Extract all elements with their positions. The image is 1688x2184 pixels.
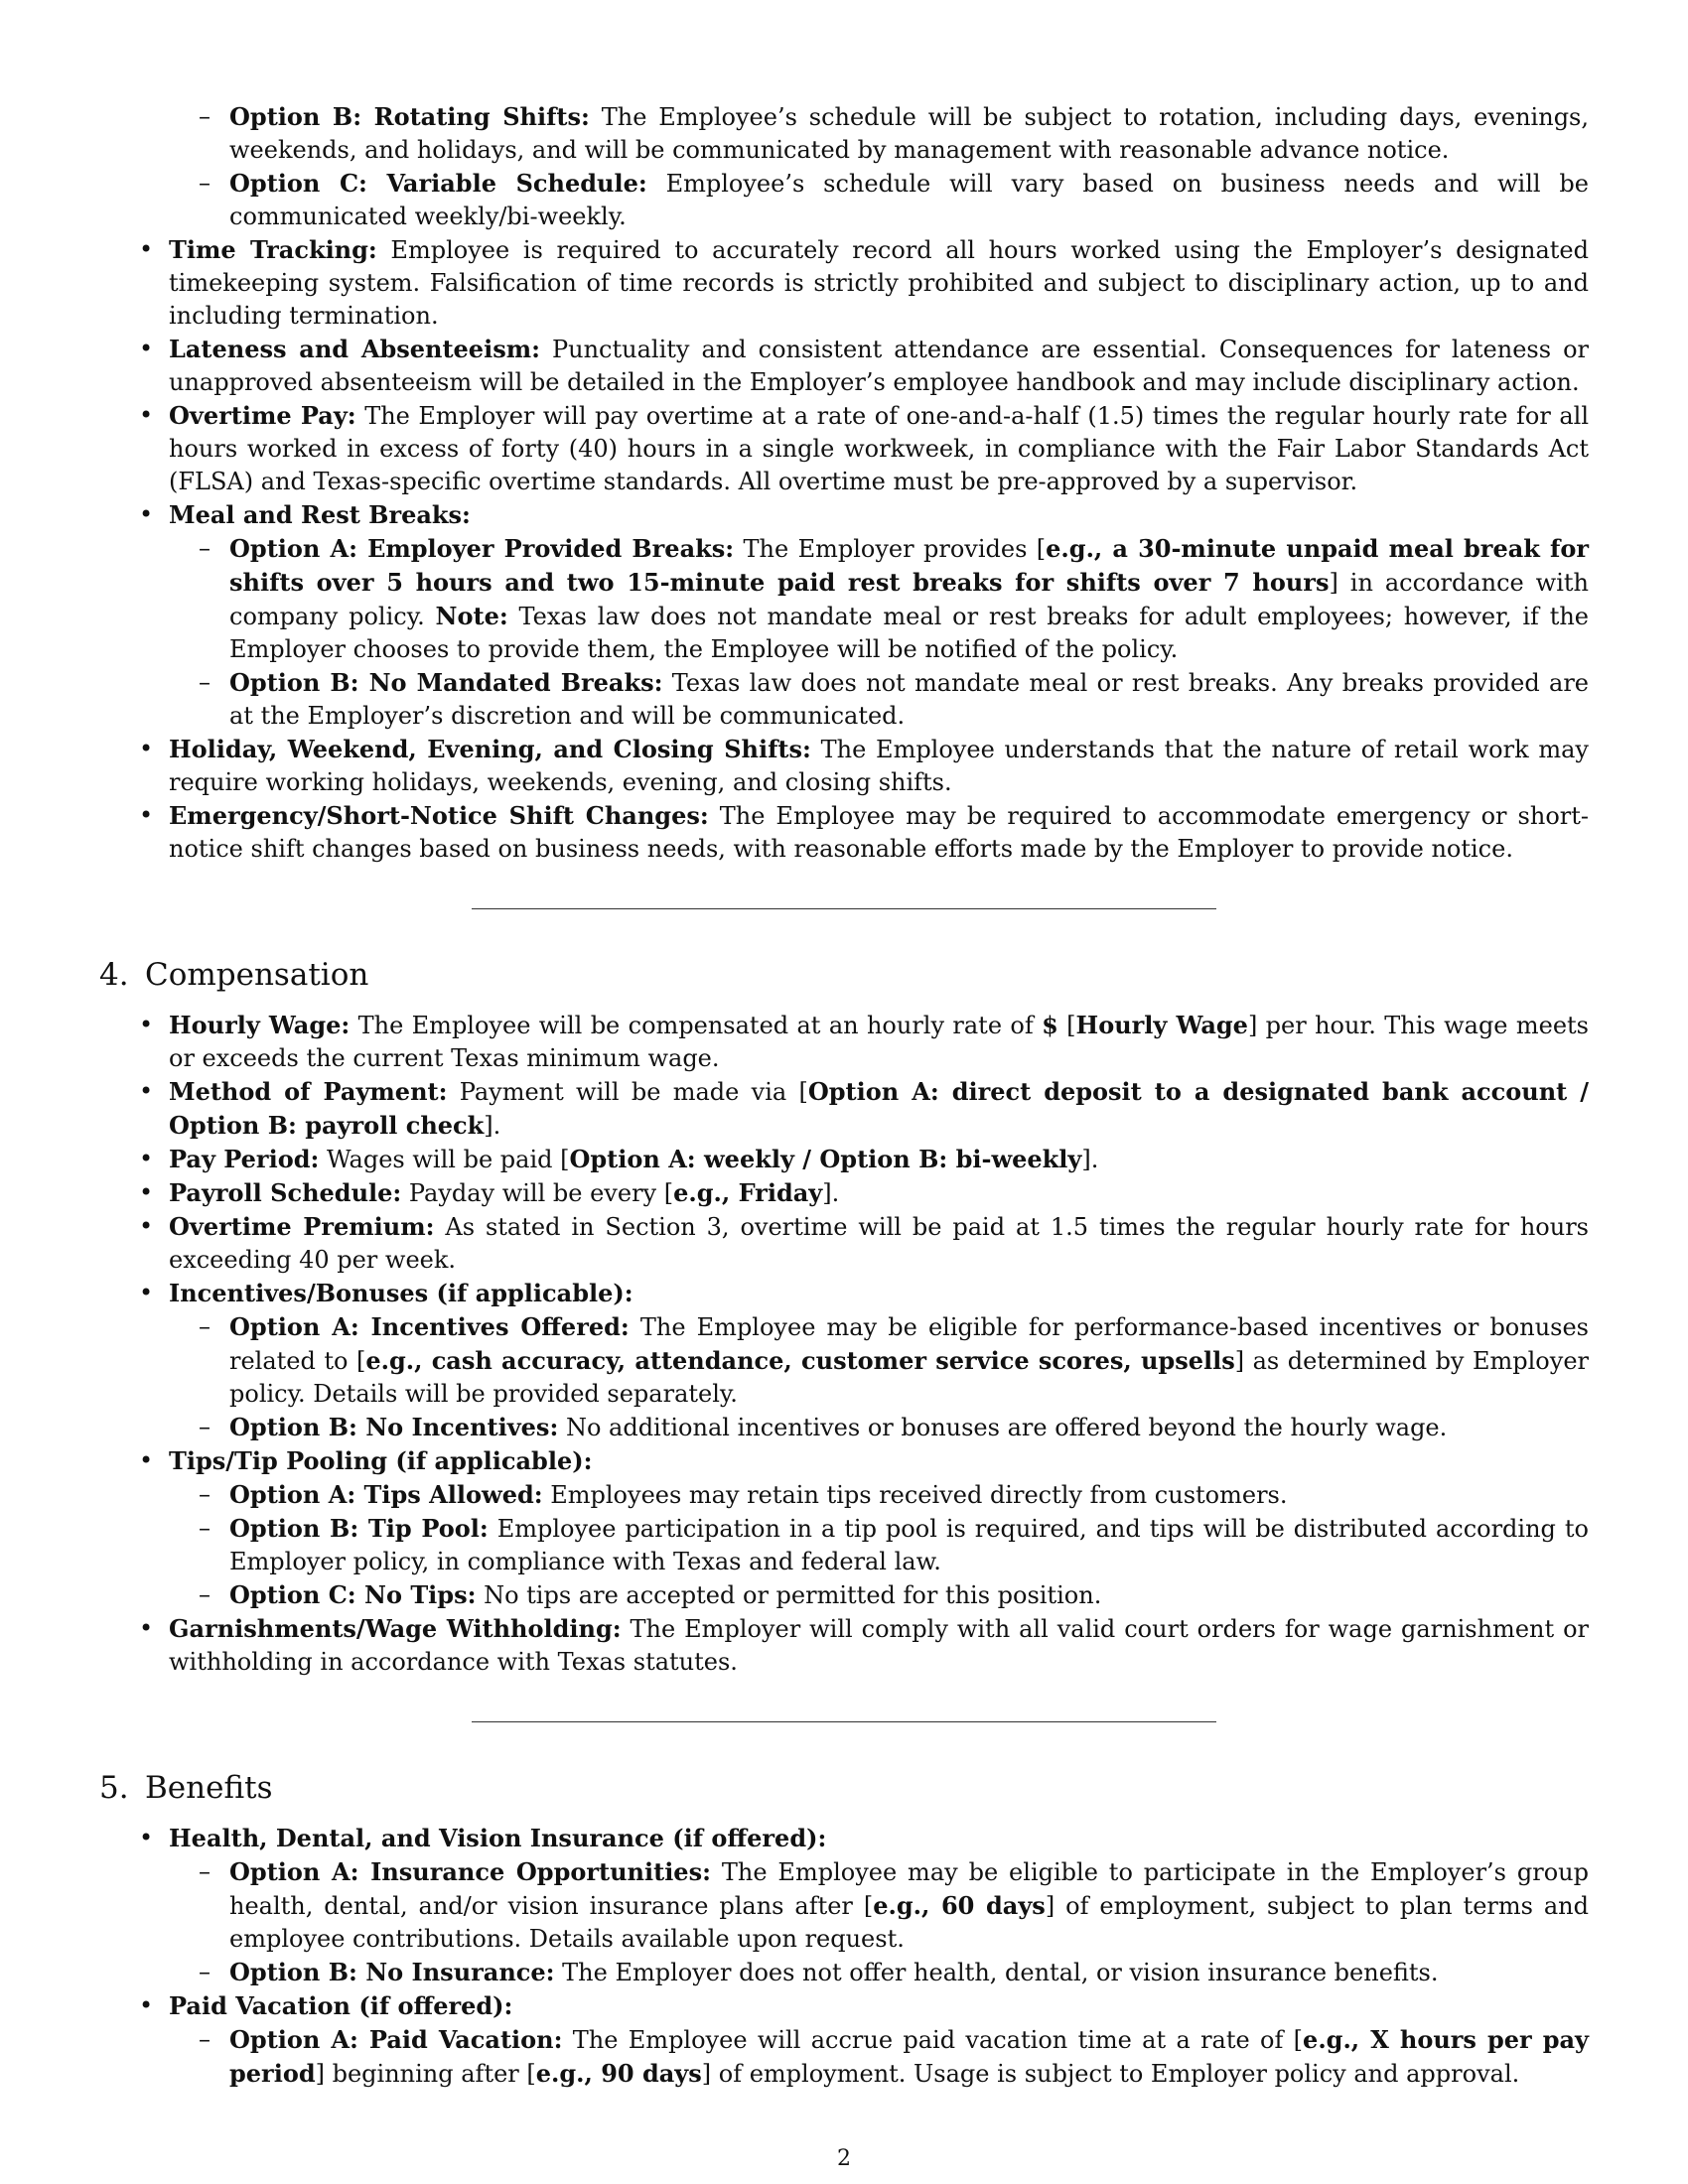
item-text: No tips are accepted or permitted for this position. — [476, 1581, 1102, 1609]
list-item — [99, 167, 1589, 233]
item-note-label: Note: — [435, 602, 508, 630]
section-divider — [472, 908, 1216, 909]
list-item — [99, 1578, 1589, 1612]
item-label: Pay Period: — [169, 1145, 320, 1173]
item-text: The Employee will accrue paid vacation time at a rate of [ — [562, 2026, 1304, 2054]
item-placeholder: e.g., Friday — [673, 1178, 823, 1207]
item-label: Option B: Tip Pool: — [229, 1514, 489, 1543]
section-heading-compensation — [99, 955, 1589, 995]
item-label: Payroll Schedule: — [169, 1178, 402, 1207]
section-3-list — [99, 233, 1589, 866]
list-item — [99, 1009, 1589, 1075]
item-label: Option B: Rotating Shifts: — [229, 102, 590, 131]
list-item — [99, 1310, 1589, 1411]
item-label: Option B: No Incentives: — [229, 1413, 559, 1441]
item-placeholder: e.g., a 30-minute unpaid meal break for shifts over 5 hours and two 15-minute paid rest breaks for shifts over 7 hours — [229, 534, 1590, 597]
sub-list — [169, 1478, 1589, 1612]
item-text: The Employer provides [ — [734, 535, 1047, 563]
item-label: Tips/Tip Pooling (if applicable): — [169, 1446, 593, 1475]
item-text: Punctuality and consistent attendance are essential. Consequences for lateness or unapproved absenteeism will be detailed in the Employer’s employee handbook and may include disciplinary action. — [169, 336, 1589, 396]
item-text: Texas law does not mandate meal or rest breaks for adult employees; however, if the Employer chooses to provide them, the Employee will be notified of the policy. — [229, 603, 1590, 663]
item-label: Health, Dental, and Vision Insurance (if offered): — [169, 1824, 827, 1852]
list-item — [99, 1277, 1589, 1444]
item-label: Option C: No Tips: — [229, 1580, 477, 1609]
sub-list — [169, 532, 1589, 733]
item-text: ]. — [484, 1112, 501, 1140]
item-placeholder: e.g., X hours per pay period — [229, 2025, 1590, 2088]
item-label: Garnishments/Wage Withholding: — [169, 1614, 622, 1643]
item-label: Option A: Employer Provided Breaks: — [229, 534, 735, 563]
sub-list — [169, 1855, 1589, 1989]
sub-list — [169, 2023, 1589, 2091]
list-item — [99, 1956, 1589, 1989]
item-text: Wages will be paid [ — [319, 1146, 570, 1173]
section-4-list — [99, 1009, 1589, 1679]
item-label: Time Tracking: — [169, 235, 377, 264]
list-item — [99, 1176, 1589, 1210]
document-page — [99, 100, 1589, 2091]
list-item — [99, 1143, 1589, 1176]
item-label: Emergency/Short-Notice Shift Changes: — [169, 801, 709, 830]
sub-list — [169, 1310, 1589, 1444]
item-text: Payday will be every [ — [401, 1179, 674, 1207]
item-text: ] as determined by Employer policy. Details will be provided separately. — [229, 1347, 1589, 1408]
list-item — [99, 666, 1589, 733]
list-item — [99, 1822, 1589, 1989]
list-item — [99, 100, 1589, 167]
item-label: Incentives/Bonuses (if applicable): — [169, 1279, 633, 1307]
item-placeholder: Option A: weekly / Option B: bi-weekly — [569, 1145, 1082, 1173]
list-item — [99, 532, 1589, 666]
item-placeholder: e.g., 60 days — [873, 1891, 1046, 1920]
item-label: Overtime Premium: — [169, 1212, 435, 1241]
item-placeholder: e.g., cash accuracy, attendance, customer service scores, upsells — [365, 1346, 1235, 1375]
item-label: Option B: No Mandated Breaks: — [229, 668, 663, 697]
item-text: Employee is required to accurately record all hours worked using the Employer’s designated timekeeping system. Falsification of time records is strictly prohibited and subject to disciplinary action, up to and including termination. — [169, 236, 1589, 330]
schedule-options-continued — [99, 100, 1589, 233]
list-item — [99, 399, 1589, 498]
item-text: The Employee may be eligible to participate in the Employer’s group health, dental, and/or vision insurance plans after [ — [229, 1858, 1590, 1920]
item-text: The Employee’s schedule will be subject to rotation, including days, evenings, weekends, and holidays, and will be communicated by management with reasonable advance notice. — [229, 103, 1589, 164]
list-item — [99, 1512, 1589, 1578]
item-placeholder: Option A: direct deposit to a designated bank account / Option B: payroll check — [169, 1077, 1589, 1140]
item-text: No additional incentives or bonuses are offered beyond the hourly wage. — [558, 1414, 1448, 1441]
item-text: The Employee may be required to accommodate emergency or short-notice shift changes based on business needs, with reasonable efforts made by the Employer to provide notice. — [169, 802, 1589, 863]
item-text: Employee’s schedule will vary based on business needs and will be communicated weekly/bi-weekly. — [229, 170, 1589, 230]
list-item — [99, 498, 1589, 733]
list-item — [99, 1444, 1589, 1612]
section-number: 4. — [99, 957, 129, 993]
item-text: ] of employment, subject to plan terms and employee contributions. Details available upon request. — [229, 1892, 1589, 1953]
section-5-list — [99, 1822, 1589, 2091]
list-item — [99, 733, 1589, 799]
item-label: Overtime Pay: — [169, 401, 356, 430]
item-label: Option A: Insurance Opportunities: — [229, 1857, 711, 1886]
section-title-text: Compensation — [145, 957, 369, 993]
item-text: Texas law does not mandate meal or rest breaks. Any breaks provided are at the Employer’s discretion and will be communicated. — [229, 669, 1589, 730]
item-label: Option A: Incentives Offered: — [229, 1312, 630, 1341]
list-item — [99, 333, 1589, 399]
item-label: Option A: Paid Vacation: — [229, 2025, 563, 2054]
item-text: Payment will be made via [ — [447, 1078, 808, 1106]
item-text: ] in accordance with company policy. — [229, 569, 1589, 630]
item-label: Method of Payment: — [169, 1077, 448, 1106]
item-label: Lateness and Absenteeism: — [169, 335, 540, 363]
item-text: ]. — [822, 1179, 840, 1207]
item-label: Hourly Wage: — [169, 1011, 351, 1039]
item-text: Employees may retain tips received directly from customers. — [542, 1481, 1288, 1509]
item-text: The Employer will pay overtime at a rate of one-and-a-half (1.5) times the regular hourly rate for all hours worked in excess of forty (40) hours in a single workweek, in compliance with the Fair Labor Standards Act (FLSA) and Texas-specific overtime standards. All overtime must be pre-approved by a supervisor. — [169, 402, 1589, 495]
section-divider — [472, 1721, 1216, 1722]
item-label: Meal and Rest Breaks: — [169, 500, 471, 529]
list-item — [99, 1478, 1589, 1512]
item-text: ] beginning after [ — [315, 2060, 536, 2088]
list-item — [99, 799, 1589, 866]
list-item — [99, 233, 1589, 333]
section-heading-benefits — [99, 1768, 1589, 1808]
item-text: [ — [1057, 1012, 1076, 1039]
section-title-text: Benefits — [145, 1770, 273, 1806]
item-text: The Employee will be compensated at an hourly rate of — [350, 1012, 1043, 1039]
list-item — [99, 2023, 1589, 2091]
section-number: 5. — [99, 1770, 129, 1806]
page-number: 2 — [837, 2146, 851, 2171]
item-placeholder: $ — [1042, 1011, 1058, 1039]
item-text: ] per hour. This wage meets or exceeds the current Texas minimum wage. — [169, 1012, 1589, 1072]
item-text: Employee participation in a tip pool is required, and tips will be distributed according to Employer policy, in compliance with Texas and federal law. — [229, 1515, 1589, 1575]
item-placeholder: e.g., 90 days — [535, 2059, 702, 2088]
item-text: The Employee understands that the nature of retail work may require working holidays, weekends, evening, and closing shifts. — [169, 736, 1589, 796]
item-text: ]. — [1081, 1146, 1099, 1173]
item-text: ] of employment. Usage is subject to Employer policy and approval. — [701, 2060, 1520, 2088]
item-text: The Employee may be eligible for performance-based incentives or bonuses related to [ — [229, 1313, 1590, 1375]
item-text: The Employer does not offer health, dental, or vision insurance benefits. — [554, 1959, 1439, 1986]
list-item — [99, 1612, 1589, 1679]
list-item — [99, 1989, 1589, 2091]
item-label: Option A: Tips Allowed: — [229, 1480, 543, 1509]
item-text: The Employer will comply with all valid court orders for wage garnishment or withholding in accordance with Texas statutes. — [169, 1615, 1589, 1676]
item-label: Paid Vacation (if offered): — [169, 1991, 513, 2020]
list-item — [99, 1075, 1589, 1143]
item-label: Holiday, Weekend, Evening, and Closing Shifts: — [169, 735, 811, 763]
list-item — [99, 1210, 1589, 1277]
item-label: Option C: Variable Schedule: — [229, 169, 647, 198]
list-item — [99, 1855, 1589, 1956]
item-placeholder: Hourly Wage — [1075, 1011, 1248, 1039]
item-text: As stated in Section 3, overtime will be paid at 1.5 times the regular hourly rate for hours exceeding 40 per week. — [169, 1213, 1589, 1274]
list-item — [99, 1411, 1589, 1444]
item-label: Option B: No Insurance: — [229, 1958, 555, 1986]
